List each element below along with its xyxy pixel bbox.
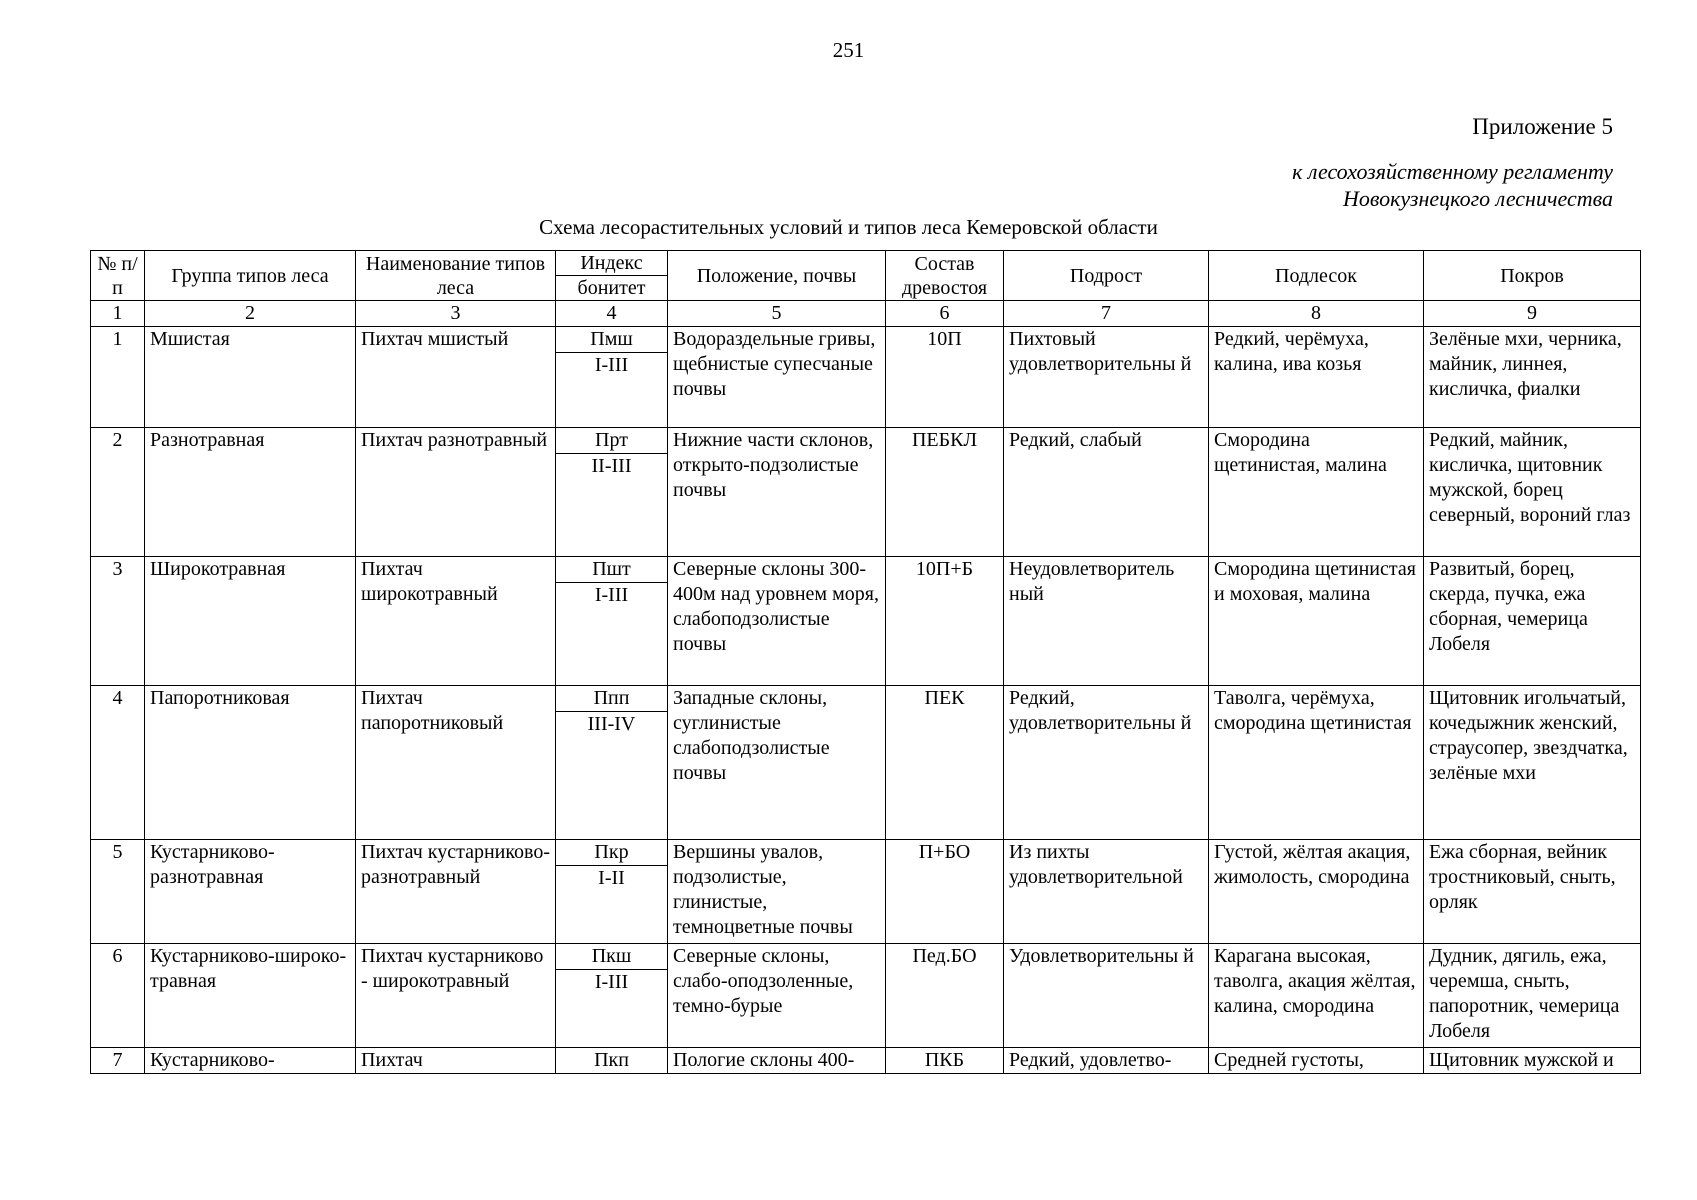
position-cell: Северные склоны, слабо-оподзоленные, темно-бурые (668, 944, 886, 1048)
column-number: 7 (1004, 301, 1209, 327)
appendix-title: Приложение 5 (1472, 114, 1613, 139)
bonitet-cell: II-III (556, 454, 668, 557)
underbrush-cell: Средней густоты, (1209, 1048, 1424, 1074)
column-number: 3 (356, 301, 556, 327)
undergrowth-cell: Неудовлетворитель ный (1004, 557, 1209, 686)
underbrush-cell: Смородина щетинистая, малина (1209, 428, 1424, 557)
underbrush-cell: Густой, жёлтая акация, жимолость, смородина (1209, 840, 1424, 944)
column-number: 1 (91, 301, 145, 327)
composition-cell: П+БО (886, 840, 1004, 944)
composition-cell: Пед.БО (886, 944, 1004, 1048)
header-cover: Покров (1424, 251, 1641, 301)
undergrowth-cell: Пихтовый удовлетворительны й (1004, 327, 1209, 428)
appendix-subtitle (1292, 158, 1613, 212)
row-number: 3 (91, 557, 145, 686)
forest-types-table (90, 250, 1641, 1074)
bonitet-cell: I-II (556, 866, 668, 944)
index-cell: Пкр (556, 840, 668, 866)
position-cell: Пологие склоны 400- (668, 1048, 886, 1074)
group-cell: Мшистая (145, 327, 356, 428)
position-cell: Вершины увалов, подзолистые, глинистые, темноцветные почвы (668, 840, 886, 944)
group-cell: Кустарниково-широко-травная (145, 944, 356, 1048)
underbrush-cell: Редкий, черёмуха, калина, ива козья (1209, 327, 1424, 428)
undergrowth-cell: Редкий, удовлетво- (1004, 1048, 1209, 1074)
column-number: 9 (1424, 301, 1641, 327)
row-number: 4 (91, 686, 145, 840)
row-number: 1 (91, 327, 145, 428)
index-cell: Пкп (556, 1048, 668, 1074)
column-number: 4 (556, 301, 668, 327)
group-cell: Широкотравная (145, 557, 356, 686)
undergrowth-cell: Редкий, слабый (1004, 428, 1209, 557)
index-cell: Прт (556, 428, 668, 454)
cover-cell: Щитовник игольчатый, кочедыжник женский, страусопер, звездчатка, зелёные мхи (1424, 686, 1641, 840)
index-cell: Пмш (556, 327, 668, 353)
index-cell: Ппп (556, 686, 668, 712)
cover-cell: Щитовник мужской и (1424, 1048, 1641, 1074)
composition-cell: ПКБ (886, 1048, 1004, 1074)
undergrowth-cell: Редкий, удовлетворительны й (1004, 686, 1209, 840)
composition-cell: 10П (886, 327, 1004, 428)
header-group: Группа типов леса (145, 251, 356, 301)
underbrush-cell: Карагана высокая, таволга, акация жёлтая, калина, смородина (1209, 944, 1424, 1048)
page-number: 251 (832, 38, 865, 62)
name-cell: Пихтач широкотравный (356, 557, 556, 686)
row-number: 7 (91, 1048, 145, 1074)
underbrush-cell: Смородина щетинистая и моховая, малина (1209, 557, 1424, 686)
column-number-row (91, 301, 1641, 327)
cover-cell: Дудник, дягиль, ежа, черемша, сныть, папоротник, чемерица Лобеля (1424, 944, 1641, 1048)
table-row (91, 327, 1641, 353)
appendix-subtitle-line-1: к лесохозяйственному регламенту (1292, 159, 1613, 184)
position-cell: Западные склоны, суглинистые слабоподзолистые почвы (668, 686, 886, 840)
group-cell: Разнотравная (145, 428, 356, 557)
composition-cell: ПЕК (886, 686, 1004, 840)
name-cell: Пихтач кустарниково - широкотравный (356, 944, 556, 1048)
table-row (91, 686, 1641, 712)
group-cell: Кустарниково- (145, 1048, 356, 1074)
header-bonitet: бонитет (556, 276, 668, 301)
cover-cell: Редкий, майник, кисличка, щитовник мужской, борец северный, вороний глаз (1424, 428, 1641, 557)
column-number: 8 (1209, 301, 1424, 327)
name-cell: Пихтач мшистый (356, 327, 556, 428)
composition-cell: 10П+Б (886, 557, 1004, 686)
group-cell: Кустарниково-разнотравная (145, 840, 356, 944)
header-underbrush: Подлесок (1209, 251, 1424, 301)
header-name: Наименование типов леса (356, 251, 556, 301)
header-index: Индекс (556, 251, 668, 276)
composition-cell: ПЕБКЛ (886, 428, 1004, 557)
group-cell: Папоротниковая (145, 686, 356, 840)
header-composition: Состав древостоя (886, 251, 1004, 301)
cover-cell: Зелёные мхи, черника, майник, линнея, кисличка, фиалки (1424, 327, 1641, 428)
cover-cell: Ежа сборная, вейник тростниковый, сныть, орляк (1424, 840, 1641, 944)
table-row (91, 557, 1641, 583)
column-number: 5 (668, 301, 886, 327)
bonitet-cell: I-III (556, 970, 668, 1048)
column-number: 6 (886, 301, 1004, 327)
bonitet-cell: I-III (556, 353, 668, 428)
name-cell: Пихтач папоротниковый (356, 686, 556, 840)
cover-cell: Развитый, борец, скерда, пучка, ежа сборная, чемерица Лобеля (1424, 557, 1641, 686)
appendix-subtitle-line-2: Новокузнецкого лесничества (1342, 186, 1613, 211)
bonitet-cell: III-IV (556, 712, 668, 840)
header-undergrowth: Подрост (1004, 251, 1209, 301)
undergrowth-cell: Из пихты удовлетворительной (1004, 840, 1209, 944)
document-title: Схема лесорастительных условий и типов леса Кемеровской области (539, 215, 1158, 239)
table-row (91, 1048, 1641, 1074)
position-cell: Северные склоны 300-400м над уровнем моря, слабоподзолистые почвы (668, 557, 886, 686)
row-number: 2 (91, 428, 145, 557)
undergrowth-cell: Удовлетворительны й (1004, 944, 1209, 1048)
table-row (91, 428, 1641, 454)
index-cell: Пшт (556, 557, 668, 583)
header-num: № п/п (91, 251, 145, 301)
row-number: 6 (91, 944, 145, 1048)
position-cell: Нижние части склонов, открыто-подзолистые почвы (668, 428, 886, 557)
table-row (91, 944, 1641, 970)
name-cell: Пихтач (356, 1048, 556, 1074)
name-cell: Пихтач разнотравный (356, 428, 556, 557)
column-number: 2 (145, 301, 356, 327)
header-position: Положение, почвы (668, 251, 886, 301)
row-number: 5 (91, 840, 145, 944)
position-cell: Водораздельные гривы, щебнистые супесчаные почвы (668, 327, 886, 428)
bonitet-cell: I-III (556, 583, 668, 686)
header-row (91, 251, 1641, 276)
underbrush-cell: Таволга, черёмуха, смородина щетинистая (1209, 686, 1424, 840)
name-cell: Пихтач кустарниково-разнотравный (356, 840, 556, 944)
table-row (91, 840, 1641, 866)
index-cell: Пкш (556, 944, 668, 970)
